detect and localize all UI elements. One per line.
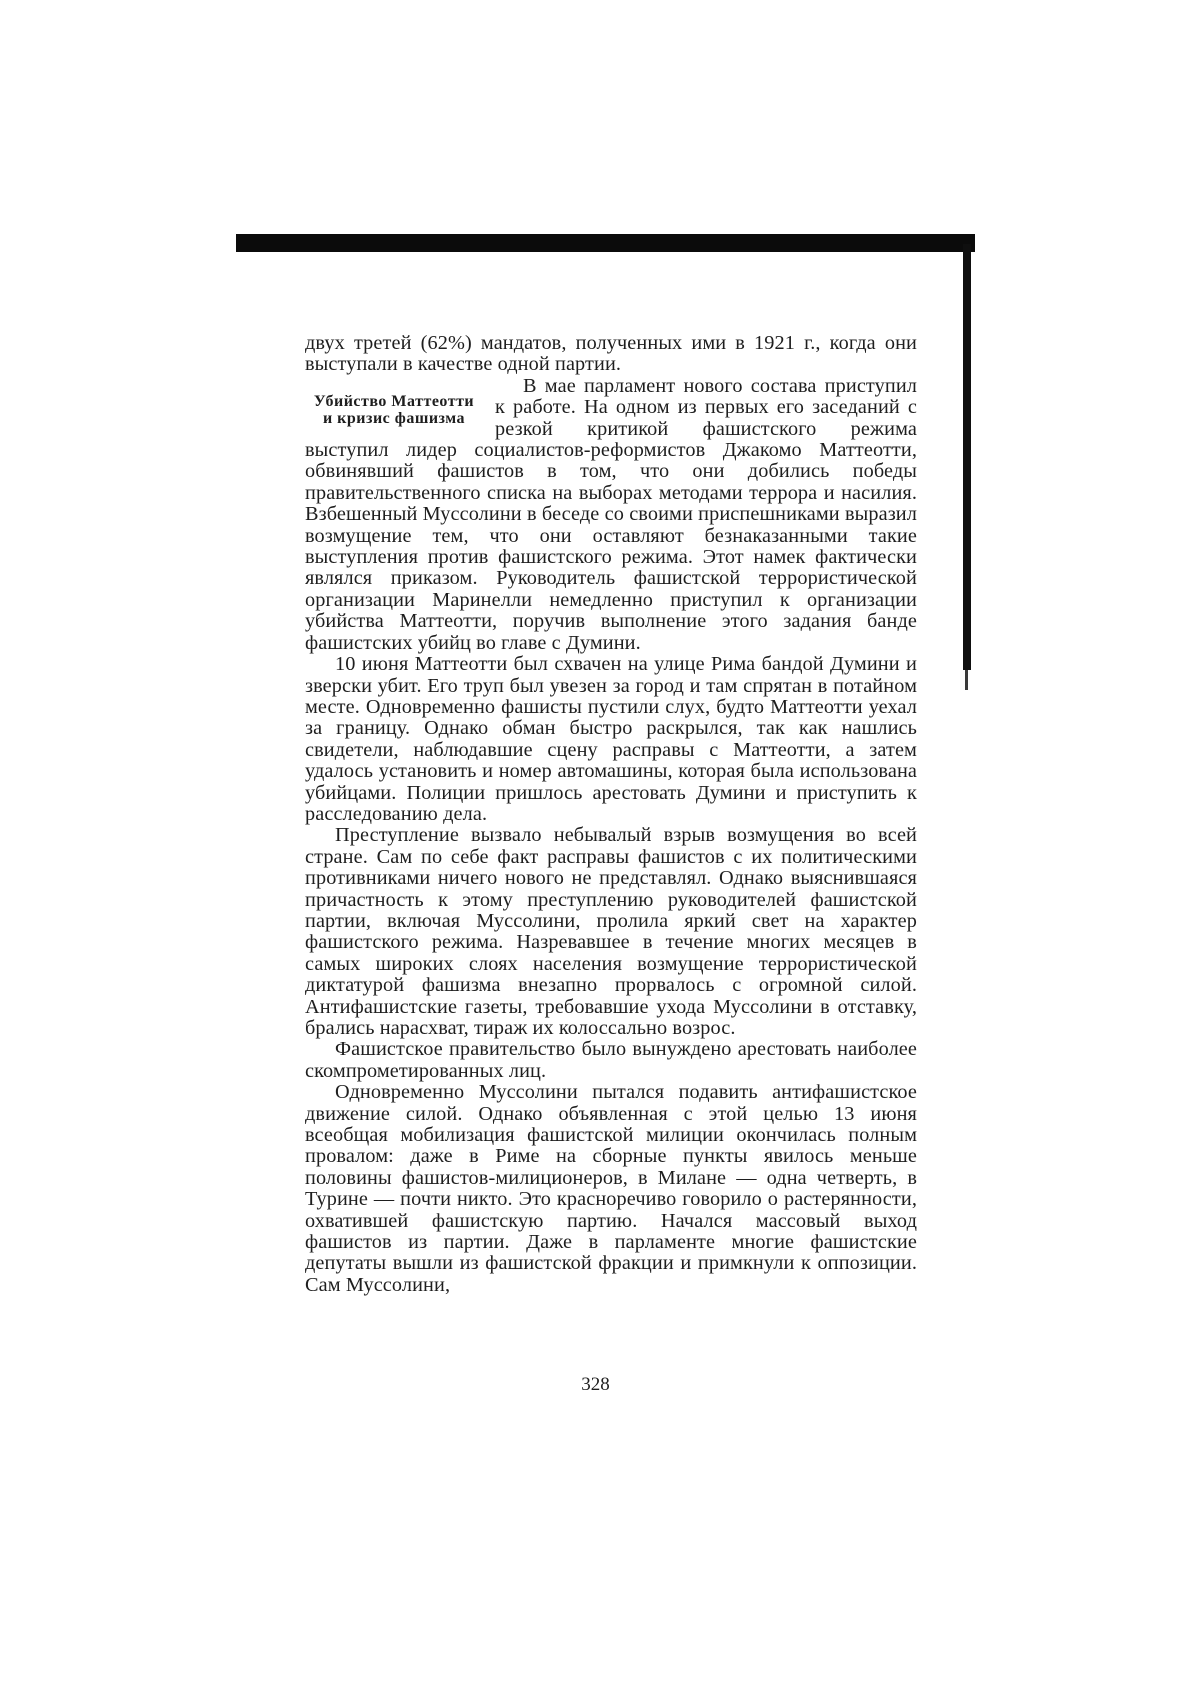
- scan-border-right-tail: [965, 670, 968, 690]
- paragraph-outrage: Преступление вызвало небывалый взрыв возмущения во всей стране. Сам по себе факт расправы фашистов с их политическими противниками ничего нового не представлял. Однако выяснившаяся причастность к этому преступлению руководителей фашистской партии, включая Муссолини, пролила яркий свет на характер фашистского режима. Назревавшее в течение многих месяцев в самых широких слоях населения возмущение террористической диктатурой фашизма внезапно прорвалось с огромной силой. Антифашистские газеты, требовавшие ухода Муссолини в отставку, брались нарасхват, тираж их колоссально возрос.: [305, 824, 917, 1039]
- scan-border-right: [963, 244, 971, 670]
- paragraph-matteotti-speech: В мае парламент нового состава приступил к работе. На одном из первых его заседаний с резкой критикой фашистского режима выступил лидер социалистов-реформистов Джакомо Маттеотти, обвинявший фашистов в том, что они добились победы правительственного списка на выборах методами террора и насилия. Взбешенный Муссолини в беседе со своими приспешниками выразил возмущение тем, что они оставляют безнаказанными такие выступления против фашистского режима. Этот намек фактически являлся приказом. Руководитель фашистской террористической организации Маринелли немедленно приступил к организации убийства Маттеотти, поручив выполнение этого задания банде фашистских убийц во главе с Думини.: [305, 374, 917, 654]
- side-heading-line-1: Убийство Маттеотти: [313, 392, 475, 410]
- side-heading: [305, 393, 483, 427]
- page-body: [305, 333, 917, 1296]
- paragraph-mobilization: Одновременно Муссолини пытался подавить антифашистское движение силой. Однако объявленная с этой целью 13 июня всеобщая мобилизация фашистской милиции окончилась полным провалом: даже в Риме на сборные пункты явилось меньше половины фашистов-милиционеров, в Милане — одна четверть, в Турине — почти никто. Это красноречиво говорило о растерянности, охватившей фашистскую партию. Начался массовый выход фашистов из партии. Даже в парламенте многие фашистские депутаты вышли из фашистской фракции и примкнули к оппозиции. Сам Муссолини,: [305, 1081, 917, 1296]
- paragraph-continued: двух третей (62%) мандатов, полученных ими в 1921 г., когда они выступали в качестве одной партии.: [305, 332, 917, 376]
- page-number: 328: [581, 1374, 610, 1395]
- side-heading-line-2: и кризис фашизма: [322, 409, 466, 427]
- paragraph-murder: 10 июня Маттеотти был схвачен на улице Рима бандой Думини и зверски убит. Его труп был увезен за город и там спрятан в потайном месте. Одновременно фашисты пустили слух, будто Маттеотти уехал за границу. Однако обман быстро раскрылся, так как нашлись свидетели, наблюдавшие сцену расправы с Маттеотти, а затем удалось установить и номер автомашины, которая была использована убийцами. Полиции пришлось арестовать Думини и приступить к расследованию дела.: [305, 653, 917, 825]
- paragraph-arrests: Фашистское правительство было вынуждено арестовать наиболее скомпрометированных лиц.: [305, 1038, 917, 1082]
- scan-border-top: [236, 234, 975, 252]
